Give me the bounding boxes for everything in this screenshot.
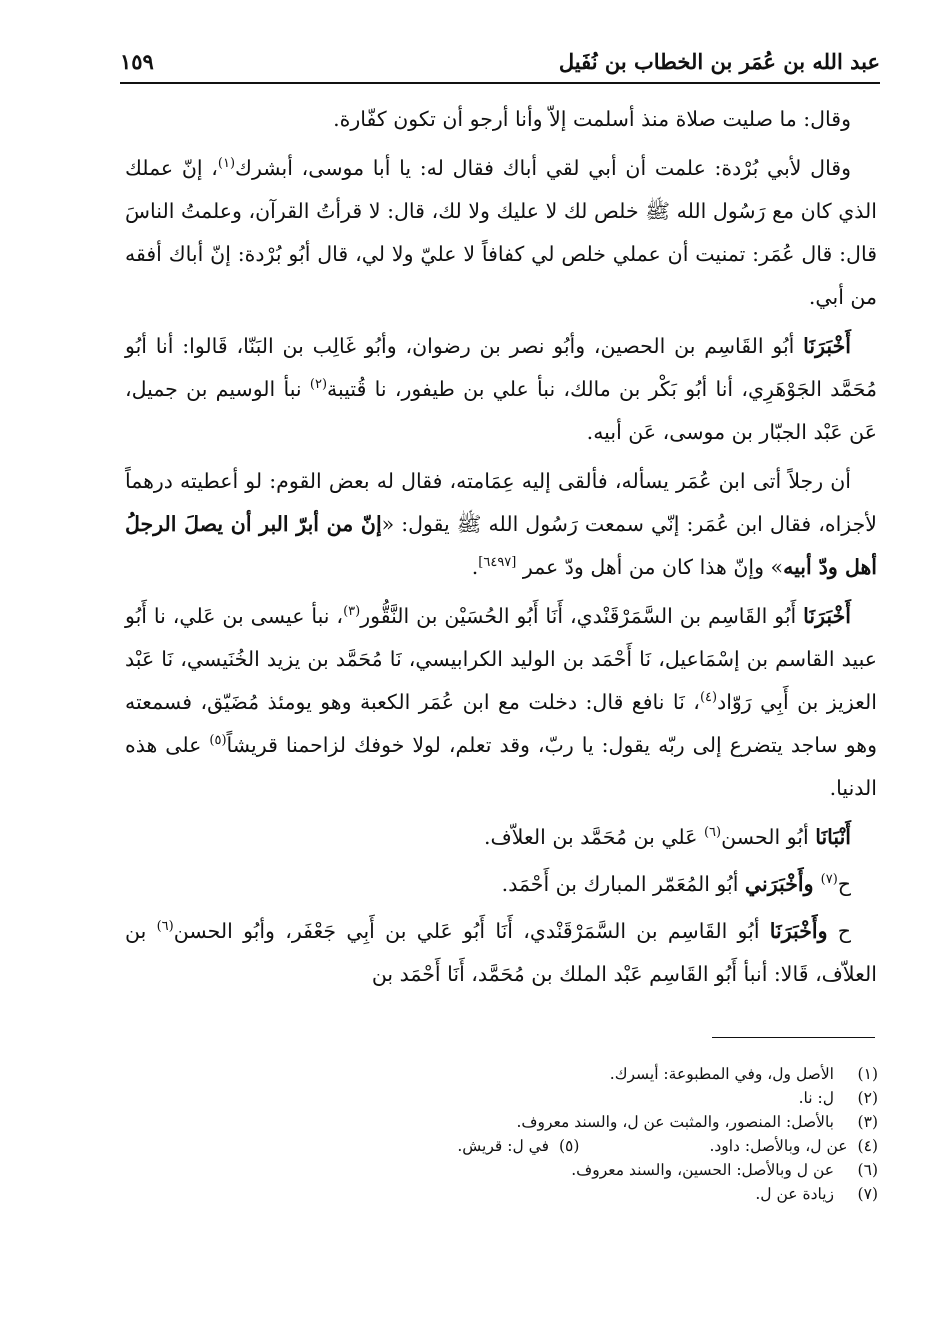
footnote [300, 1182, 878, 1206]
footnote-text: في ل: قريش. [457, 1137, 549, 1155]
paragraph-text: أَبُو القَاسِم بن السَّمَرْقَنْدي، أَنَا أَبُو الحُسَيْن بن النَّقُّور [360, 604, 804, 628]
footnote-text: ل: نا. [798, 1089, 834, 1107]
paragraph [125, 816, 877, 859]
paragraph-text: ، إنّ عملك الذي كان مع رَسُول الله ﷺ خلص لك لا عليك ولا لك، قال: لا قرأتُ القرآن، وعلمتُ الناسَ قال: قال عُمَر: تمنيت أن عملي خلص لي كفافاً لا عليّ ولا لي، قال أبُو بُرْدة: إنّ أباك أفقه من أبي. [125, 156, 878, 309]
footnotes [300, 1062, 878, 1206]
paragraph-text: وقال: ما صليت صلاة منذ أسلمت إلاّ وأنا أرجو أن تكون كفّارة. [333, 107, 851, 131]
isnad-lead-word: أَنْبَانَا [815, 825, 851, 849]
footnote [300, 1110, 878, 1134]
isnad-lead-word: وأَخْبَرَني [744, 872, 821, 896]
paragraph [125, 863, 877, 906]
footnote-reference: (٦) [156, 919, 174, 935]
paragraph-text: بن العلاّف، قَالا: أنبأ أَبُو القَاسِم عَبْد الملك بن مُحَمَّد، أَنَا أَحْمَد بن [125, 919, 877, 986]
footnote-number: (١) [857, 1065, 878, 1083]
paragraph [125, 595, 877, 810]
isnad-lead-word: أَخْبَرَنَا [803, 334, 851, 358]
page-header [120, 30, 880, 84]
footnote-number: (٦) [857, 1161, 878, 1179]
paragraph [125, 460, 877, 589]
footnote-reference: (٣) [343, 604, 361, 620]
paragraph [125, 910, 877, 996]
footnote-reference: (٤) [699, 690, 718, 706]
footnote-reference: (١) [217, 156, 236, 172]
footnote [300, 1062, 878, 1086]
footnote-number: (٤) [857, 1137, 878, 1155]
paragraph-text: ح [827, 919, 852, 943]
paragraph-text: عَلي بن مُحَمَّد بن العلاّف. [484, 825, 704, 849]
footnote-reference: (٦) [703, 825, 722, 841]
paragraph [125, 325, 877, 454]
isnad-lead-word: أَخْبَرَنَا [803, 604, 851, 628]
paragraph-text: ، نَا نافع قال: دخلت مع ابن عُمَر الكعبة وهو يومئذ مُضَيّق، فسمعته وهو ساجد يتضرع إلى ربّه يقول: يا ربّ، وقد تعلم، لولا خوفك لزاحمنا قريشاً [125, 690, 877, 757]
footnote-reference: (٥) [209, 733, 227, 749]
paragraph-text: . [471, 555, 479, 579]
paragraph-text: على هذه الدنيا. [125, 733, 877, 800]
footnote [300, 1158, 878, 1182]
footnote-text: عن ل وبالأصل: الحسين، والسند معروف. [571, 1161, 834, 1179]
footnote-reference: (٧) [820, 872, 838, 888]
paragraph-text: ح [837, 872, 851, 896]
footnote [300, 1134, 878, 1158]
footnote-number: (٧) [857, 1185, 878, 1203]
footnote-text: الأصل ول، وفي المطبوعة: أيسرك. [609, 1065, 834, 1083]
running-title: عبد الله بن عُمَر بن الخطاب بن نُفَيل [558, 49, 880, 74]
paragraph-text: » وإنّ هذا كان من أهل ودّ عمر [516, 555, 784, 579]
paragraph-text: أبُو القَاسِم بن السَّمَرْقَنْدي، أَنَا أَبُو عَلي بن أَبِي جَعْفَر، وأبُو الحسن [173, 919, 770, 943]
footnote-text: عن ل، وبالأصل: داود. [709, 1137, 848, 1155]
paragraph-text: أبُو الحسن [721, 825, 816, 849]
paragraph-text: أبُو القَاسِم بن الحصين، وأبُو نصر بن رضوان، وأبُو غَالِب بن البَنّا، قَالوا: أنا أبُو مُحَمَّد الجَوْهَرِي، أنا أبُو بَكْر بن مالك، نبأ علي بن طيفور، نا قُتيبة [125, 334, 878, 401]
page-number: ١٥٩ [120, 49, 154, 74]
paragraph [125, 98, 877, 141]
main-text [125, 98, 877, 1002]
paragraph-text: أبُو المُعَمّر المبارك بن أَحْمَد. [501, 872, 745, 896]
footnote-text: بالأصل: المنصور، والمثبت عن ل، والسند معروف. [516, 1113, 834, 1131]
isnad-lead-word: وأَخْبَرَنَا [769, 919, 828, 943]
footnote-divider [712, 1037, 875, 1038]
footnote-number: (٢) [857, 1089, 878, 1107]
paragraph-text: نبأ الوسيم بن جميل، عَن عَبْد الجبّار بن موسى، عَن أبيه. [125, 377, 877, 444]
paragraph [125, 147, 877, 319]
paragraph-text: وقال لأبي بُرْدة: علمت أن أبي لقي أباك فقال له: يا أبا موسى، أبشرك [235, 156, 852, 180]
footnote-number: (٣) [857, 1113, 878, 1131]
paragraph-text: أن رجلاً أتى ابن عُمَر يسأله، فألقى إليه عِمَامته، فقال له بعض القوم: لو أعطيته درهماً لأجزاه، فقال ابن عُمَر: إنّي سمعت رَسُول الله ﷺ يقول: « [125, 469, 877, 536]
footnote-number: (٥) [558, 1137, 580, 1155]
paragraph-text: ، نبأ عيسى بن عَلي، نا أَبُو عبيد القاسم بن إسْمَاعيل، نَا أَحْمَد بن الوليد الكرابيسي، نَا مُحَمَّد بن يزيد الخُنَيسي، نَا عَبْد العزيز بن أَبِي رَوّاد [125, 604, 877, 714]
hadith-quote: إنّ من أبرّ البر أن يصلَ الرجلُ أهل ودّ أبيه [125, 512, 877, 579]
footnote [300, 1086, 878, 1110]
footnote-reference: [٦٤٩٧] [478, 555, 517, 571]
footnote-reference: (٢) [309, 377, 328, 393]
footnote-text: زيادة عن ل. [755, 1185, 834, 1203]
